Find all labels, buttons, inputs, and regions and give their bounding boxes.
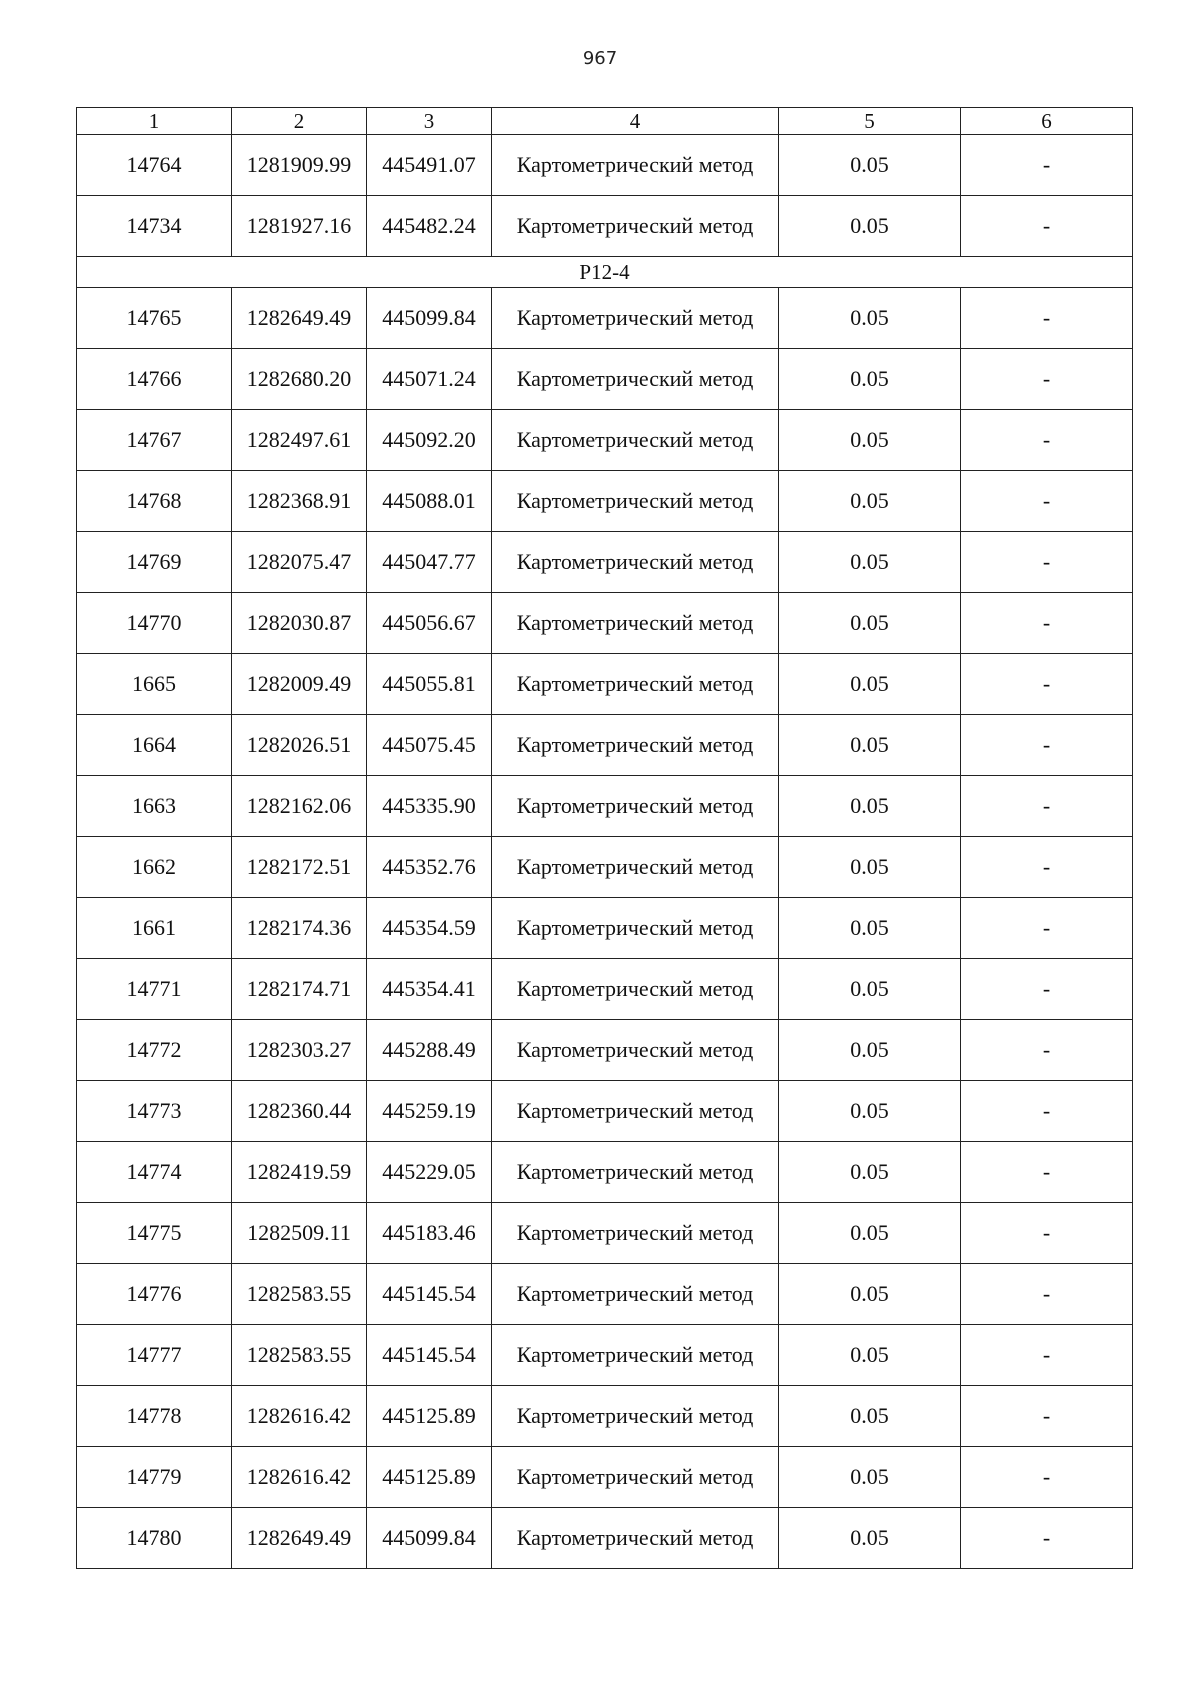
table-row: [77, 715, 1133, 776]
note-cell: -: [961, 1142, 1133, 1203]
point-number-cell: 1662: [77, 837, 232, 898]
accuracy-cell: 0.05: [779, 715, 961, 776]
table-row: [77, 1081, 1133, 1142]
y-coordinate-cell: 445088.01: [367, 471, 492, 532]
table-row: [77, 1142, 1133, 1203]
y-coordinate-cell: 445092.20: [367, 410, 492, 471]
accuracy-cell: 0.05: [779, 1325, 961, 1386]
table-row: [77, 654, 1133, 715]
column-header: 5: [779, 108, 961, 135]
y-coordinate-cell: 445145.54: [367, 1264, 492, 1325]
y-coordinate-cell: 445099.84: [367, 288, 492, 349]
accuracy-cell: 0.05: [779, 776, 961, 837]
note-cell: -: [961, 288, 1133, 349]
y-coordinate-cell: 445125.89: [367, 1386, 492, 1447]
y-coordinate-cell: 445335.90: [367, 776, 492, 837]
method-cell: Картометрический метод: [492, 1264, 779, 1325]
column-header: 4: [492, 108, 779, 135]
table-row: [77, 471, 1133, 532]
x-coordinate-cell: 1282680.20: [232, 349, 367, 410]
point-number-cell: 14772: [77, 1020, 232, 1081]
x-coordinate-cell: 1282649.49: [232, 1508, 367, 1569]
method-cell: Картометрический метод: [492, 837, 779, 898]
point-number-cell: 14765: [77, 288, 232, 349]
method-cell: Картометрический метод: [492, 135, 779, 196]
y-coordinate-cell: 445047.77: [367, 532, 492, 593]
accuracy-cell: 0.05: [779, 1386, 961, 1447]
x-coordinate-cell: 1282030.87: [232, 593, 367, 654]
table-row: [77, 1203, 1133, 1264]
x-coordinate-cell: 1282583.55: [232, 1325, 367, 1386]
accuracy-cell: 0.05: [779, 654, 961, 715]
y-coordinate-cell: 445491.07: [367, 135, 492, 196]
x-coordinate-cell: 1281909.99: [232, 135, 367, 196]
method-cell: Картометрический метод: [492, 959, 779, 1020]
y-coordinate-cell: 445055.81: [367, 654, 492, 715]
section-row: [77, 257, 1133, 288]
method-cell: Картометрический метод: [492, 1447, 779, 1508]
note-cell: -: [961, 532, 1133, 593]
note-cell: -: [961, 471, 1133, 532]
table-row: [77, 776, 1133, 837]
accuracy-cell: 0.05: [779, 288, 961, 349]
method-cell: Картометрический метод: [492, 471, 779, 532]
y-coordinate-cell: 445354.41: [367, 959, 492, 1020]
method-cell: Картометрический метод: [492, 1142, 779, 1203]
column-header: 2: [232, 108, 367, 135]
x-coordinate-cell: 1282075.47: [232, 532, 367, 593]
point-number-cell: 1665: [77, 654, 232, 715]
method-cell: Картометрический метод: [492, 898, 779, 959]
y-coordinate-cell: 445183.46: [367, 1203, 492, 1264]
table-row: [77, 1508, 1133, 1569]
method-cell: Картометрический метод: [492, 593, 779, 654]
method-cell: Картометрический метод: [492, 1325, 779, 1386]
header-row: [77, 108, 1133, 135]
point-number-cell: 1661: [77, 898, 232, 959]
table-row: [77, 1325, 1133, 1386]
x-coordinate-cell: 1281927.16: [232, 196, 367, 257]
note-cell: -: [961, 715, 1133, 776]
table-row: [77, 898, 1133, 959]
point-number-cell: 14767: [77, 410, 232, 471]
table-row: [77, 410, 1133, 471]
point-number-cell: 14775: [77, 1203, 232, 1264]
x-coordinate-cell: 1282497.61: [232, 410, 367, 471]
x-coordinate-cell: 1282509.11: [232, 1203, 367, 1264]
table-row: [77, 349, 1133, 410]
note-cell: -: [961, 349, 1133, 410]
x-coordinate-cell: 1282583.55: [232, 1264, 367, 1325]
y-coordinate-cell: 445071.24: [367, 349, 492, 410]
point-number-cell: 1663: [77, 776, 232, 837]
accuracy-cell: 0.05: [779, 471, 961, 532]
method-cell: Картометрический метод: [492, 776, 779, 837]
y-coordinate-cell: 445099.84: [367, 1508, 492, 1569]
point-number-cell: 14779: [77, 1447, 232, 1508]
accuracy-cell: 0.05: [779, 1020, 961, 1081]
note-cell: -: [961, 1264, 1133, 1325]
point-number-cell: 14770: [77, 593, 232, 654]
method-cell: Картометрический метод: [492, 288, 779, 349]
note-cell: -: [961, 1020, 1133, 1081]
point-number-cell: 14780: [77, 1508, 232, 1569]
accuracy-cell: 0.05: [779, 349, 961, 410]
x-coordinate-cell: 1282616.42: [232, 1447, 367, 1508]
note-cell: -: [961, 593, 1133, 654]
accuracy-cell: 0.05: [779, 959, 961, 1020]
point-number-cell: 14774: [77, 1142, 232, 1203]
accuracy-cell: 0.05: [779, 1081, 961, 1142]
point-number-cell: 14764: [77, 135, 232, 196]
table-body: [77, 108, 1133, 1569]
method-cell: Картометрический метод: [492, 196, 779, 257]
accuracy-cell: 0.05: [779, 196, 961, 257]
method-cell: Картометрический метод: [492, 1203, 779, 1264]
accuracy-cell: 0.05: [779, 837, 961, 898]
accuracy-cell: 0.05: [779, 1508, 961, 1569]
note-cell: -: [961, 1203, 1133, 1264]
coordinates-table: [76, 107, 1133, 1569]
page-number: 967: [582, 48, 618, 69]
column-header: 1: [77, 108, 232, 135]
x-coordinate-cell: 1282174.71: [232, 959, 367, 1020]
accuracy-cell: 0.05: [779, 1203, 961, 1264]
column-header: 6: [961, 108, 1133, 135]
x-coordinate-cell: 1282009.49: [232, 654, 367, 715]
point-number-cell: 1664: [77, 715, 232, 776]
accuracy-cell: 0.05: [779, 410, 961, 471]
point-number-cell: 14777: [77, 1325, 232, 1386]
point-number-cell: 14769: [77, 532, 232, 593]
table-row: [77, 135, 1133, 196]
y-coordinate-cell: 445075.45: [367, 715, 492, 776]
y-coordinate-cell: 445354.59: [367, 898, 492, 959]
x-coordinate-cell: 1282172.51: [232, 837, 367, 898]
point-number-cell: 14771: [77, 959, 232, 1020]
y-coordinate-cell: 445125.89: [367, 1447, 492, 1508]
x-coordinate-cell: 1282368.91: [232, 471, 367, 532]
method-cell: Картометрический метод: [492, 715, 779, 776]
y-coordinate-cell: 445145.54: [367, 1325, 492, 1386]
method-cell: Картометрический метод: [492, 532, 779, 593]
table-row: [77, 196, 1133, 257]
y-coordinate-cell: 445288.49: [367, 1020, 492, 1081]
table-row: [77, 1447, 1133, 1508]
point-number-cell: 14734: [77, 196, 232, 257]
point-number-cell: 14776: [77, 1264, 232, 1325]
point-number-cell: 14766: [77, 349, 232, 410]
method-cell: Картометрический метод: [492, 1020, 779, 1081]
note-cell: -: [961, 135, 1133, 196]
note-cell: -: [961, 837, 1133, 898]
y-coordinate-cell: 445229.05: [367, 1142, 492, 1203]
note-cell: -: [961, 1447, 1133, 1508]
method-cell: Картометрический метод: [492, 654, 779, 715]
accuracy-cell: 0.05: [779, 898, 961, 959]
accuracy-cell: 0.05: [779, 593, 961, 654]
table-row: [77, 1020, 1133, 1081]
note-cell: -: [961, 654, 1133, 715]
table-row: [77, 532, 1133, 593]
accuracy-cell: 0.05: [779, 135, 961, 196]
method-cell: Картометрический метод: [492, 1386, 779, 1447]
y-coordinate-cell: 445056.67: [367, 593, 492, 654]
note-cell: -: [961, 1081, 1133, 1142]
column-header: 3: [367, 108, 492, 135]
table-row: [77, 1264, 1133, 1325]
method-cell: Картометрический метод: [492, 1081, 779, 1142]
section-label: Р12-4: [77, 257, 1133, 288]
note-cell: -: [961, 410, 1133, 471]
y-coordinate-cell: 445259.19: [367, 1081, 492, 1142]
x-coordinate-cell: 1282649.49: [232, 288, 367, 349]
x-coordinate-cell: 1282616.42: [232, 1386, 367, 1447]
note-cell: -: [961, 196, 1133, 257]
point-number-cell: 14768: [77, 471, 232, 532]
note-cell: -: [961, 959, 1133, 1020]
method-cell: Картометрический метод: [492, 410, 779, 471]
note-cell: -: [961, 1386, 1133, 1447]
method-cell: Картометрический метод: [492, 349, 779, 410]
x-coordinate-cell: 1282174.36: [232, 898, 367, 959]
accuracy-cell: 0.05: [779, 1264, 961, 1325]
x-coordinate-cell: 1282419.59: [232, 1142, 367, 1203]
x-coordinate-cell: 1282360.44: [232, 1081, 367, 1142]
table-row: [77, 837, 1133, 898]
accuracy-cell: 0.05: [779, 1142, 961, 1203]
table-row: [77, 593, 1133, 654]
note-cell: -: [961, 1508, 1133, 1569]
y-coordinate-cell: 445352.76: [367, 837, 492, 898]
note-cell: -: [961, 898, 1133, 959]
point-number-cell: 14778: [77, 1386, 232, 1447]
x-coordinate-cell: 1282026.51: [232, 715, 367, 776]
table-row: [77, 959, 1133, 1020]
table-row: [77, 288, 1133, 349]
point-number-cell: 14773: [77, 1081, 232, 1142]
accuracy-cell: 0.05: [779, 1447, 961, 1508]
y-coordinate-cell: 445482.24: [367, 196, 492, 257]
x-coordinate-cell: 1282303.27: [232, 1020, 367, 1081]
note-cell: -: [961, 776, 1133, 837]
x-coordinate-cell: 1282162.06: [232, 776, 367, 837]
method-cell: Картометрический метод: [492, 1508, 779, 1569]
table-row: [77, 1386, 1133, 1447]
note-cell: -: [961, 1325, 1133, 1386]
accuracy-cell: 0.05: [779, 532, 961, 593]
